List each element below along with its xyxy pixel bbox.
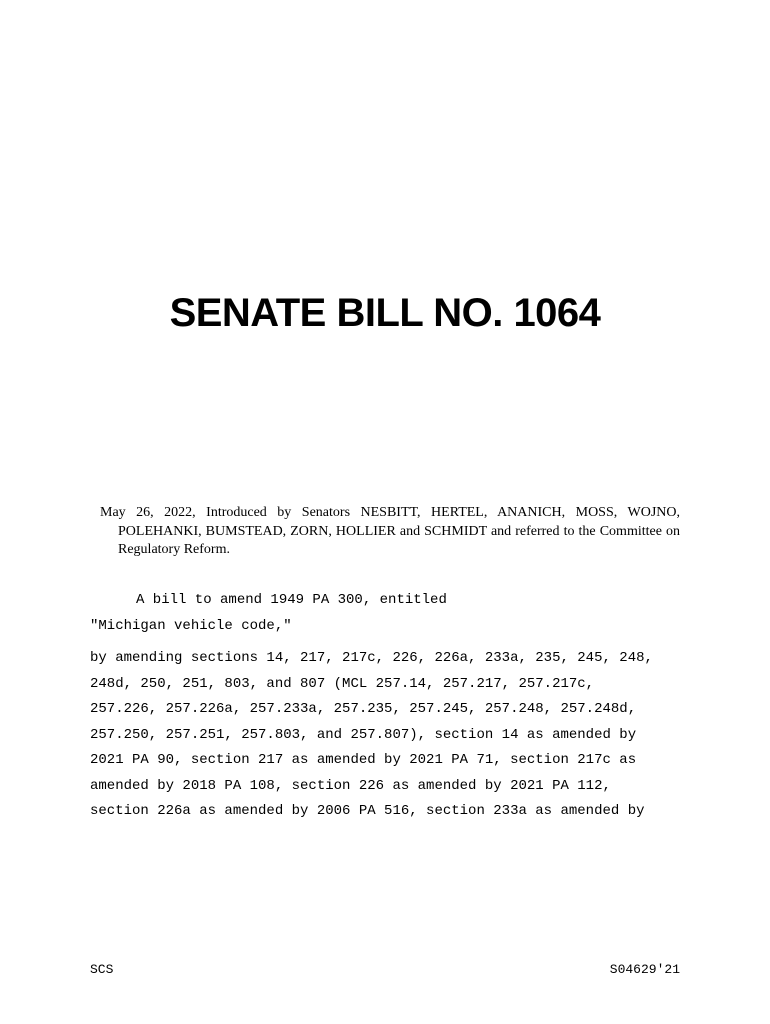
footer-code-right: S04629'21: [609, 962, 680, 977]
body-line: by amending sections 14, 217, 217c, 226, 226a, 233a, 235, 245, 248,: [90, 650, 653, 666]
body-line: 248d, 250, 251, 803, and 807 (MCL 257.14, 257.217, 257.217c,: [90, 675, 595, 692]
body-line: section 226a as amended by 2006 PA 516, section 233a as amended by: [90, 803, 645, 819]
body-line: amended by 2018 PA 108, section 226 as amended by 2021 PA 112,: [90, 777, 611, 794]
bill-title: SENATE BILL NO. 1064: [169, 291, 601, 335]
body-line: 257.250, 257.251, 257.803, and 257.807), section 14 as amended by: [90, 726, 637, 743]
body-line: 257.226, 257.226a, 257.233a, 257.235, 257.245, 257.248, 257.248d,: [90, 701, 637, 717]
short-title-line: "Michigan vehicle code,": [90, 618, 292, 634]
footer-code-left: SCS: [90, 962, 114, 977]
body-line: 2021 PA 90, section 217 as amended by 2021 PA 71, section 217c as: [90, 752, 637, 768]
entitled-line: A bill to amend 1949 PA 300, entitled: [136, 592, 447, 608]
bill-body: [90, 646, 680, 825]
introduction-paragraph: May 26, 2022, Introduced by Senators NESBITT, HERTEL, ANANICH, MOSS, WOJNO, POLEHANKI, BUMSTEAD, ZORN, HOLLIER and SCHMIDT and referred to the Committee on Regulatory Reform.: [100, 505, 680, 557]
